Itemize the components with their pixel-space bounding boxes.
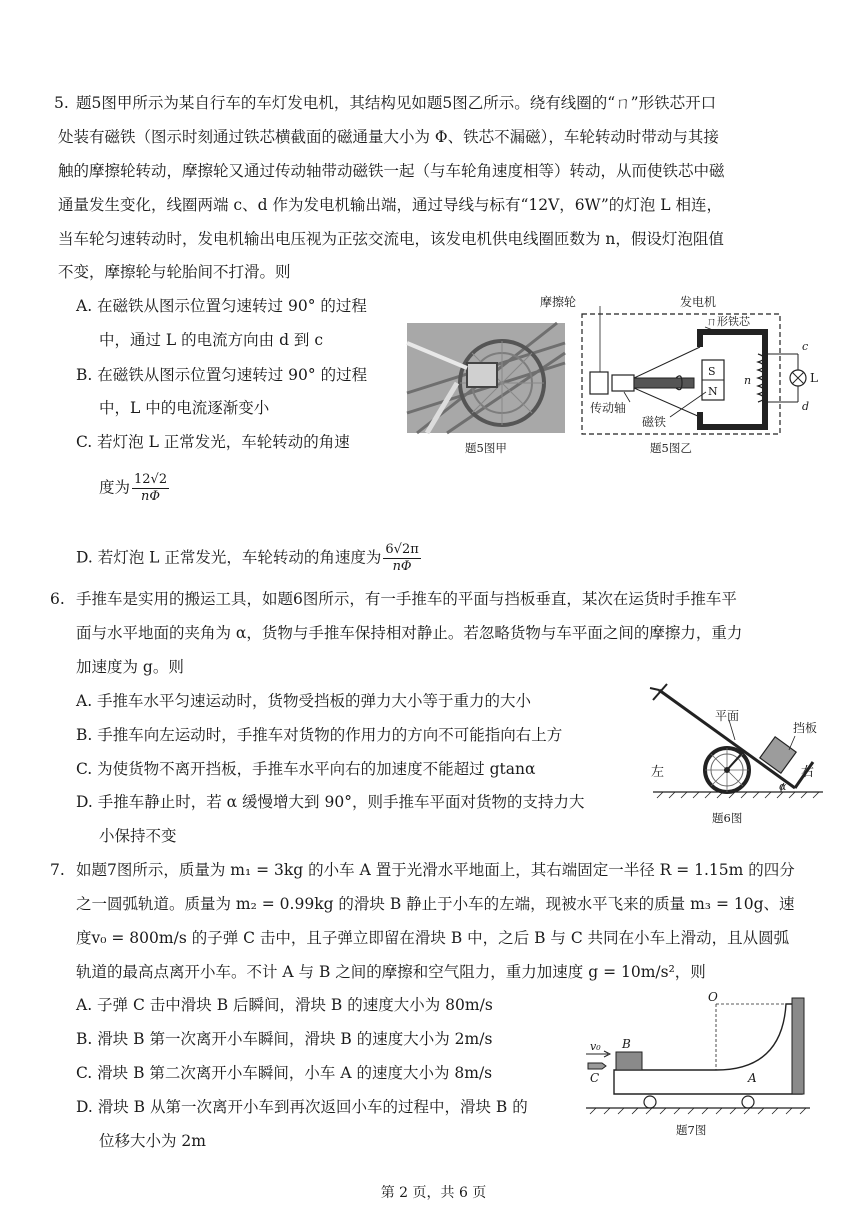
q5-stem-line-6: 不变，摩擦轮与轮胎间不打滑。则 [58,263,291,281]
q5-stem-line-1: 题5图甲所示为某自行车的车灯发电机，其结构见如题5图乙所示。绕有线圈的“ㄇ”形铁芯开口 [76,94,717,112]
label-alpha: α [779,780,787,793]
label-v0: v₀ [590,1040,601,1053]
q5-option-d-fraction [383,542,420,575]
q7-option-a: A. 子弹 C 击中滑块 B 后瞬间，滑块 B 的速度大小为 80m/s [76,996,493,1014]
q5-option-c: C. 若灯泡 L 正常发光，车轮转动的角速 [76,433,350,451]
q7-number: 7. [50,861,65,879]
q5-number: 5. [54,94,69,112]
q5-stem-line-2: 处装有磁铁（图示时刻通过铁芯横截面的磁通量大小为 Φ、铁芯不漏磁），车轮转动时带动与其接 [58,128,719,146]
label-friction-wheel: 摩擦轮 [540,295,577,309]
q5-option-b: B. 在磁铁从图示位置匀速转过 90° 的过程 [76,366,368,384]
q5-stem-line-3: 触的摩擦轮转动，摩擦轮又通过传动轴带动磁铁一起（与车轮角速度相等）转动，从而使铁芯中磁 [58,162,725,180]
label-lamp: L [810,371,818,385]
label-left: 左 [651,765,665,780]
q5-option-c-cont [99,472,171,505]
q7-option-d: D. 滑块 B 从第一次离开小车到再次返回小车的过程中，滑块 B 的 [76,1098,528,1116]
label-shaft: 传动轴 [590,401,627,415]
q5-option-d-denominator: nΦ [392,559,412,574]
q5-option-d-text: D. 若灯泡 L 正常发光，车轮转动的角速度为 [76,548,382,567]
q5-option-b-cont: 中，L 中的电流逐渐变小 [99,399,270,417]
q5-stem-line-5: 当车轮匀速转动时，发电机输出电压视为正弦交流电，该发电机供电线圈匝数为 n，假设灯泡阻值 [58,230,724,248]
q5-fig-jia [407,323,565,433]
q7-stem-line-4: 轨道的最高点离开小车。不计 A 与 B 之间的摩擦和空气阻力，重力加速度 g = 10m/s²，则 [76,963,706,981]
q5-fig-yi [540,292,828,437]
label-block-b: B [622,1037,631,1051]
q5-option-a: A. 在磁铁从图示位置匀速转过 90° 的过程 [76,297,367,315]
q5-option-c-numerator: 12√2 [134,472,168,487]
q7-option-b: B. 滑块 B 第一次离开小车瞬间，滑块 B 的速度大小为 2m/s [76,1030,493,1048]
bicycle-photo-image [407,323,565,433]
label-right: 右 [801,765,815,780]
q5-option-c-denominator: nΦ [141,489,161,504]
q7-stem-line-1: 如题7图所示，质量为 m₁ = 3kg 的小车 A 置于光滑水平地面上，其右端固定一半径 R = 1.15m 的四分 [76,861,795,879]
q7-stem-line-2: 之一圆弧轨道。质量为 m₂ = 0.99kg 的滑块 B 静止于小车的左端，现被水平飞来的质量 m₃ = 10g、速 [76,895,795,913]
label-coil-n: n [744,374,752,387]
q5-option-d-numerator: 6√2π [385,542,419,557]
page-footer: 第 2 页，共 6 页 [380,1185,487,1201]
cart-track-diagram [578,990,814,1118]
q7-option-c: C. 滑块 B 第二次离开小车瞬间，小车 A 的速度大小为 8m/s [76,1064,493,1082]
q6-stem-line-2: 面与水平地面的夹角为 α，货物与手推车保持相对静止。若忽略货物与车平面之间的摩擦力，重力 [76,624,743,642]
q7-stem-line-3: 度v₀ = 800m/s 的子弹 C 击中，且子弹立即留在滑块 B 中，之后 B 与 C 共同在小车上滑动，且从圆弧 [76,929,790,947]
label-terminal-d: d [802,400,810,413]
q5-option-d [76,542,423,575]
q6-fig-caption: 题6图 [712,811,743,825]
q6-number: 6. [50,590,65,608]
q5-option-a-cont: 中，通过 L 的电流方向由 d 到 c [99,331,324,349]
label-n-pole: N [708,385,718,398]
label-terminal-c: c [802,340,809,353]
label-generator: 发电机 [680,295,717,309]
label-board: 挡板 [793,721,818,735]
label-s-pole: S [708,365,716,378]
q6-option-d: D. 手推车静止时，若 α 缓慢增大到 90°，则手推车平面对货物的支持力大 [76,793,585,811]
label-center-o: O [708,990,718,1004]
q7-fig [578,990,814,1118]
q6-option-b: B. 手推车向左运动时，手推车对货物的作用力的方向不可能指向右上方 [76,726,563,744]
generator-diagram [540,292,828,437]
q5-option-c-fraction [132,472,169,505]
q6-option-a: A. 手推车水平匀速运动时，货物受挡板的弹力大小等于重力的大小 [76,692,532,710]
q6-option-c: C. 为使货物不离开挡板，手推车水平向右的加速度不能超过 gtanα [76,760,536,778]
q7-fig-caption: 题7图 [676,1123,707,1137]
q5-option-c-text: 度为 [99,478,131,497]
q5-fig-jia-caption: 题5图甲 [465,441,507,455]
label-magnet: 磁铁 [642,415,667,429]
q5-stem-line-4: 通量发生变化，线圈两端 c、d 作为发电机输出端，通过导线与标有“12V，6W”的灯泡 L 相连， [58,196,722,214]
q6-stem-line-1: 手推车是实用的搬运工具，如题6图所示，有一手推车的平面与挡板垂直，某次在运货时手推车平 [76,590,737,608]
label-bullet-c: C [590,1071,600,1085]
q7-option-d-cont: 位移大小为 2m [99,1132,206,1150]
label-cart-a: A [748,1071,757,1085]
handcart-diagram [645,680,827,805]
q6-stem-line-3: 加速度为 g。则 [76,658,184,676]
q5-fig-yi-caption: 题5图乙 [650,441,692,455]
q6-option-d-cont: 小保持不变 [99,827,177,845]
label-plane: 平面 [715,709,740,723]
q6-fig [645,680,827,805]
label-core: ㄇ形铁芯 [706,315,750,328]
